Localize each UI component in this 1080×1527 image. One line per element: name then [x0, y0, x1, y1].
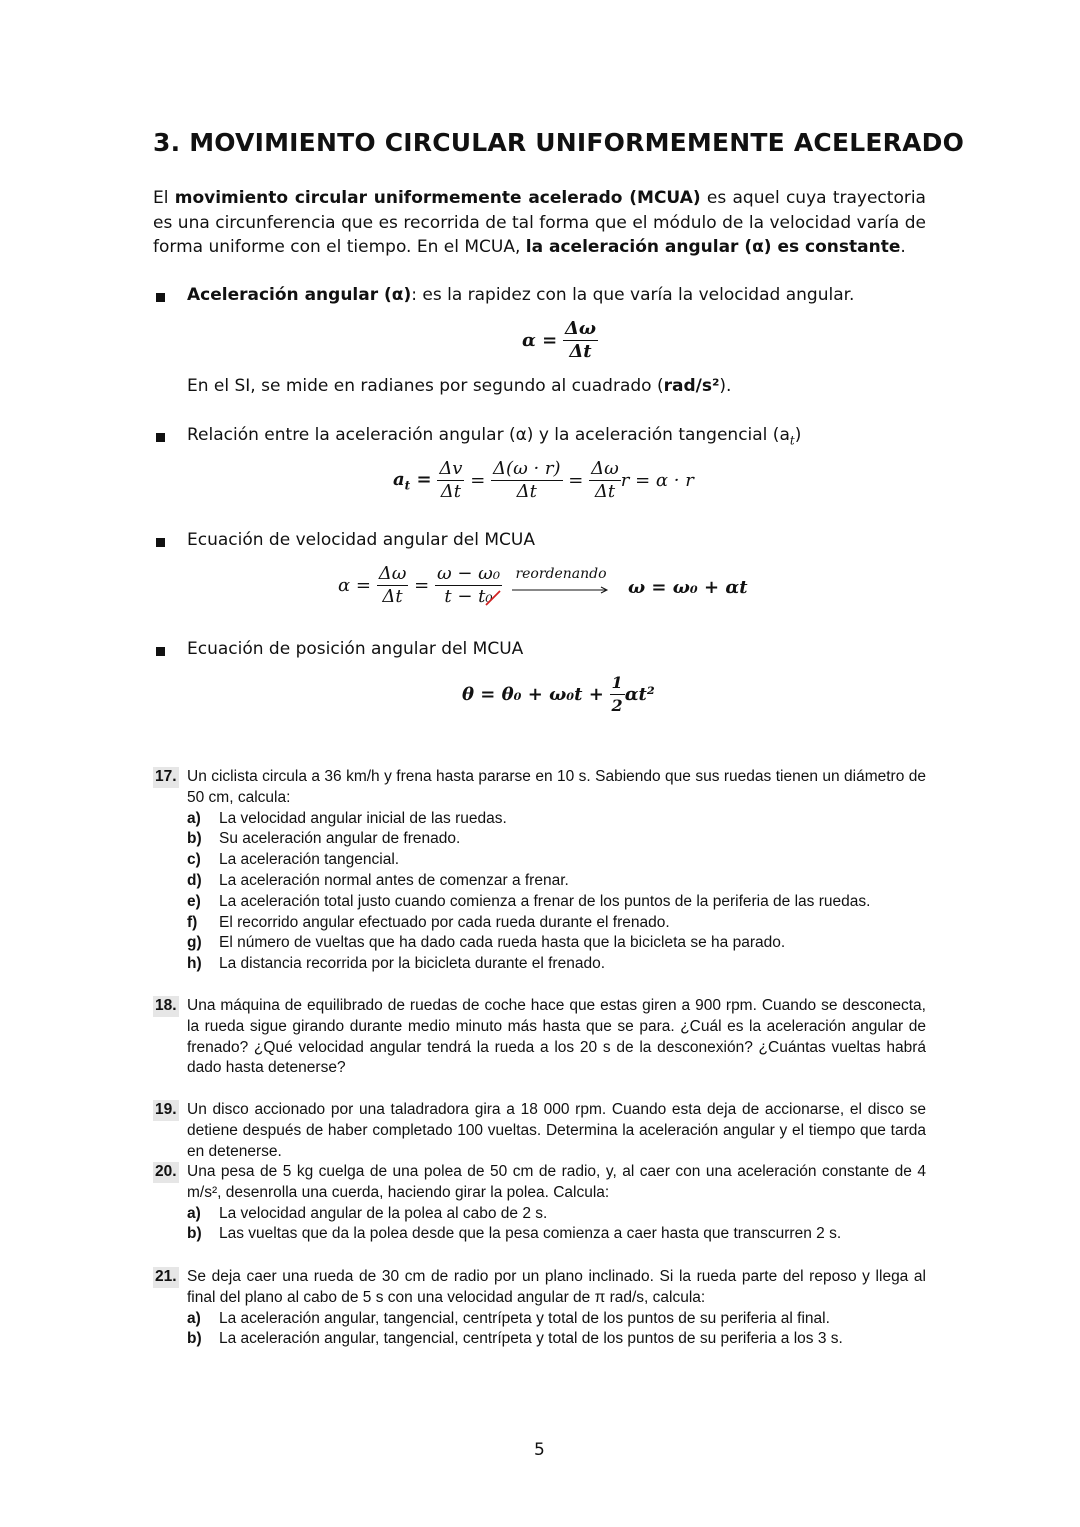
bullet-text: : es la rapidez con la que varía la velocidad angular. [411, 285, 855, 305]
formula-fraction: $\frac{\Delta\omega}{\Delta t}$ [378, 563, 407, 607]
list-item: d) La aceleración normal antes de comenzar a frenar. [187, 871, 569, 889]
note-unit: rad/s² [663, 376, 720, 396]
bullet-angular-velocity-equation [187, 530, 535, 550]
formula-fraction: $\frac{\Delta v}{\Delta t}$ [439, 458, 463, 502]
exercise-20 [153, 1162, 926, 1245]
list-item: g) El número de vueltas que ha dado cada rueda hasta que la bicicleta se ha parado. [187, 934, 786, 952]
formula-lhs: θ = θ₀ + ω₀t + [462, 684, 604, 705]
list-item: b) La aceleración angular, tangencial, centrípeta y total de los puntos de su periferia a los 3 s. [187, 1330, 843, 1348]
bullet-angular-position-equation [187, 639, 523, 659]
note-text: ). [719, 376, 732, 396]
strike-mark [484, 589, 502, 607]
formula-fraction [563, 318, 598, 363]
formula-angular-position [462, 672, 655, 717]
list-item: e) La aceleración total justo cuando comienza a frenar de los puntos de la periferia de las ruedas. [187, 892, 871, 910]
intro-bold-term: movimiento circular uniformemente acelerado (MCUA) [174, 188, 701, 208]
bullet-text: Ecuación de posición angular del MCUA [187, 639, 524, 659]
list-item: a) La velocidad angular inicial de las ruedas. [187, 809, 507, 827]
list-item: c) La aceleración tangencial. [187, 851, 400, 869]
formula-alpha-definition [522, 318, 598, 363]
exercise-17 [153, 767, 926, 975]
exercise-statement: Se deja caer una rueda de 30 cm de radio por un plano inclinado. Si la rueda parte del reposo y llega al final del plano al cabo de 5 s con una velocidad angular de π rad/s, calcula: [187, 1268, 926, 1306]
section-title: 3. MOVIMIENTO CIRCULAR UNIFORMEMENTE ACELERADO [153, 128, 965, 157]
bullet-text: Ecuación de velocidad angular del MCUA [187, 530, 535, 550]
right-arrow-icon [511, 585, 611, 595]
bullet-marker [156, 647, 165, 656]
bullet-bold-term: Aceleración angular (α) [187, 285, 412, 305]
formula-lhs: α = [522, 330, 558, 351]
exercise-number: 21. [153, 1267, 179, 1288]
formula-rhs: r = α · r [620, 470, 694, 491]
si-unit-note [187, 376, 731, 396]
intro-text: . [900, 237, 906, 257]
bullet-marker [156, 538, 165, 547]
exercise-statement: Una pesa de 5 kg cuelga de una polea de 50 cm de radio, y, al caer con una aceleración constante de 4 m/s², desenrolla una cuerda, haciendo girar la polea. Calcula: [187, 1163, 926, 1201]
list-item: a) La velocidad angular de la polea al cabo de 2 s. [187, 1204, 548, 1222]
formula-omega-result: ω = ω₀ + αt [628, 577, 748, 598]
formula-tail: αt² [624, 684, 655, 705]
intro-text: El [153, 188, 175, 208]
subscript: t [789, 433, 795, 448]
exercise-statement: Un ciclista circula a 36 km/h y frena hasta pararse en 10 s. Sabiendo que sus ruedas tienen un diámetro de 50 cm, calcula: [187, 768, 926, 806]
formula-angular-velocity: α = $\frac{\Delta\omega}{\Delta t}$ = $\frac{\text{ω − ω₀}}{\text{t − t₀}}$ [338, 563, 501, 607]
exercise-statement: Una máquina de equilibrado de ruedas de coche hace que estas giren a 900 rpm. Cuando se desconecta, la rueda sigue girando durante medio minuto más hasta que se para. ¿Cuál es la aceleración angular de frenado? ¿Qué velocidad angular tendrá la rueda a los 20 s de la desconexión? ¿Cuántas vueltas habrá dado hasta detenerse? [187, 997, 926, 1077]
formula-fraction: $\frac{\Delta(\omega \cdot r)}{\Delta t}$ [493, 458, 561, 502]
list-item: b) Su aceleración angular de frenado. [187, 830, 461, 848]
exercise-statement: Un disco accionado por una taladradora gira a 18 000 rpm. Cuando esta deja de accionarse, el disco se detiene después de haber completado 100 vueltas. Determina la aceleración angular y el tiempo que tarda en detenerse. [187, 1101, 926, 1160]
bullet-marker [156, 433, 165, 442]
arrow-label: reordenando [515, 566, 607, 582]
formula-fraction: $\frac{1}{2}$ [611, 673, 623, 715]
list-item: a) La aceleración angular, tangencial, centrípeta y total de los puntos de su periferia al final. [187, 1309, 830, 1327]
bullet-tangential-relation [187, 425, 801, 447]
formula-lhs: α = [338, 575, 371, 596]
exercise-number: 17. [153, 767, 179, 788]
intro-paragraph [153, 186, 926, 260]
bullet-text: ) [794, 425, 802, 445]
list-item: b) Las vueltas que da la polea desde que la pesa comienza a caer hasta que transcurren 2 s. [187, 1225, 842, 1243]
formula-lhs: $a_t$ = [393, 468, 432, 493]
exercise-18 [153, 996, 926, 1079]
exercise-19 [153, 1100, 926, 1162]
exercise-number: 19. [153, 1100, 179, 1121]
list-item: h) La distancia recorrida por la bicicleta durante el frenado. [187, 955, 606, 973]
exercise-number: 18. [153, 996, 179, 1017]
exercise-number: 20. [153, 1162, 179, 1183]
formula-tangential: $a_t$ = $\frac{\Delta v}{\Delta t}$ = $\frac{\Delta(\omega \cdot r)}{\Delta t}$ = $\frac{\Delta\omega}{\Delta t}$ r = α · r [393, 458, 694, 502]
bullet-text: Relación entre la aceleración angular (α) y la aceleración tangencial (a [187, 425, 790, 445]
exercise-21 [153, 1267, 926, 1350]
note-text: En el SI, se mide en radianes por segundo al cuadrado ( [187, 376, 664, 396]
intro-text: es aquel cuya trayectoria es una circunferencia que es recorrida de tal forma que el módulo de la velocidad varía de forma uniforme con el tiempo. En el MCUA, [153, 188, 926, 257]
fraction-denominator: Δt [569, 341, 592, 362]
page-number: 5 [534, 1440, 545, 1460]
list-item: f) El recorrido angular efectuado por cada rueda durante el frenado. [187, 913, 670, 931]
fraction-numerator: Δω [564, 318, 597, 339]
bullet-angular-acceleration [187, 285, 854, 305]
bullet-marker [156, 293, 165, 302]
formula-fraction: $\frac{\text{ω − ω₀}}{\text{t − t₀}}$ [436, 563, 501, 607]
reorder-arrow [511, 566, 611, 600]
formula-fraction: $\frac{\Delta\omega}{\Delta t}$ [591, 458, 619, 502]
intro-bold-statement: la aceleración angular (α) es constante [525, 237, 901, 257]
